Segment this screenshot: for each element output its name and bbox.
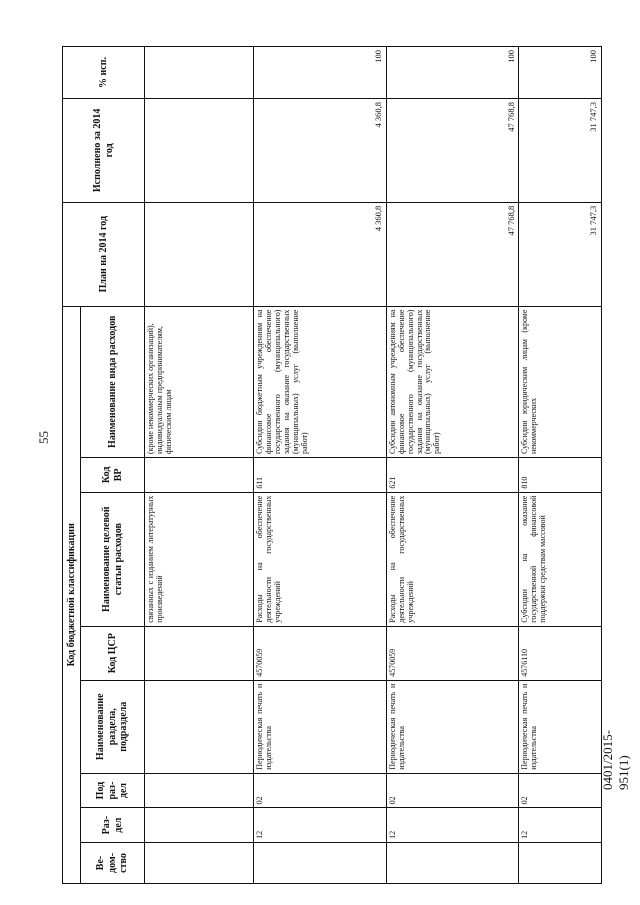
table-row [145,47,254,884]
cell-done [145,98,254,202]
cell-vr [145,458,254,493]
cell-vr-name: Субсидии автономным учреждениям на финансовое обеспечение государственного (муниципального) задания на оказание государственных (муниципальных) услуг (выполнение работ) [386,306,519,457]
cell-percent: 100 [253,47,386,99]
header-vr-name: Наименование вида расходов [81,306,145,457]
cell-csr: 4576110 [519,626,602,680]
cell-csr-name: связанных с изданием литературных произведений [145,492,254,626]
header-vedomstvo: Ве-дом-ство [81,842,145,883]
cell-podrazdel: 02 [386,773,519,808]
header-vr: Код ВР [81,458,145,493]
cell-podrazdel [145,773,254,808]
cell-vr: 810 [519,458,602,493]
budget-table [62,46,602,884]
cell-razdel-name: Периодическая печать и издательства [519,680,602,773]
cell-plan: 4 360,8 [253,202,386,306]
header-csr: Код ЦСР [81,626,145,680]
cell-done: 47 768,8 [386,98,519,202]
cell-razdel: 12 [386,808,519,843]
budget-table-wrapper [62,46,602,884]
cell-vedomstvo [253,842,386,883]
cell-percent: 100 [386,47,519,99]
cell-csr: 4570059 [253,626,386,680]
cell-csr [145,626,254,680]
header-done: Исполнено за 2014 год [63,98,145,202]
header-budget-classification: Код бюджетной классификации [63,306,81,883]
cell-done: 31 747,3 [519,98,602,202]
table-row [386,47,519,884]
cell-razdel-name [145,680,254,773]
cell-percent [145,47,254,99]
header-percent: % исп. [63,47,145,99]
cell-done: 4 360,8 [253,98,386,202]
cell-csr: 4570059 [386,626,519,680]
table-row [253,47,386,884]
cell-plan: 31 747,3 [519,202,602,306]
cell-razdel: 12 [519,808,602,843]
header-podrazdel: Под раз-дел [81,773,145,808]
cell-csr-name: Расходы на обеспечение деятельности государственных учреждений [253,492,386,626]
cell-podrazdel: 02 [519,773,602,808]
cell-plan: 47 768,8 [386,202,519,306]
cell-vedomstvo [386,842,519,883]
cell-vedomstvo [145,842,254,883]
cell-vr-name: (кроме некоммерческих организаций), индивидуальным предпринимателям, физическим лицам [145,306,254,457]
table-row [519,47,602,884]
cell-vr: 621 [386,458,519,493]
cell-razdel [145,808,254,843]
cell-percent: 100 [519,47,602,99]
page-number: 55 [36,431,51,444]
header-csr-name: Наименование целевой статьи расходов [81,492,145,626]
header-plan: План на 2014 год [63,202,145,306]
cell-razdel-name: Периодическая печать и издательства [386,680,519,773]
cell-csr-name: Расходы на обеспечение деятельности государственных учреждений [386,492,519,626]
cell-csr-name: Субсидии на оказание государственной финансовой поддержки средствам массовой [519,492,602,626]
cell-razdel: 12 [253,808,386,843]
cell-vr-name: Субсидии юридическим лицам (кроме некоммерческих [519,306,602,457]
header-razdel-name: Наименование раздела, подраздела [81,680,145,773]
cell-razdel-name: Периодическая печать и издательства [253,680,386,773]
cell-podrazdel: 02 [253,773,386,808]
cell-vr: 611 [253,458,386,493]
cell-vr-name: Субсидии бюджетным учреждениям на финансовое обеспечение государственного (муниципального) задания на оказание государственных (муниципальных) услуг (выполнение работ) [253,306,386,457]
cell-plan [145,202,254,306]
header-razdel: Раз-дел [81,808,145,843]
cell-vedomstvo [519,842,602,883]
document-code: 0401/2015-951(1) [600,730,631,790]
